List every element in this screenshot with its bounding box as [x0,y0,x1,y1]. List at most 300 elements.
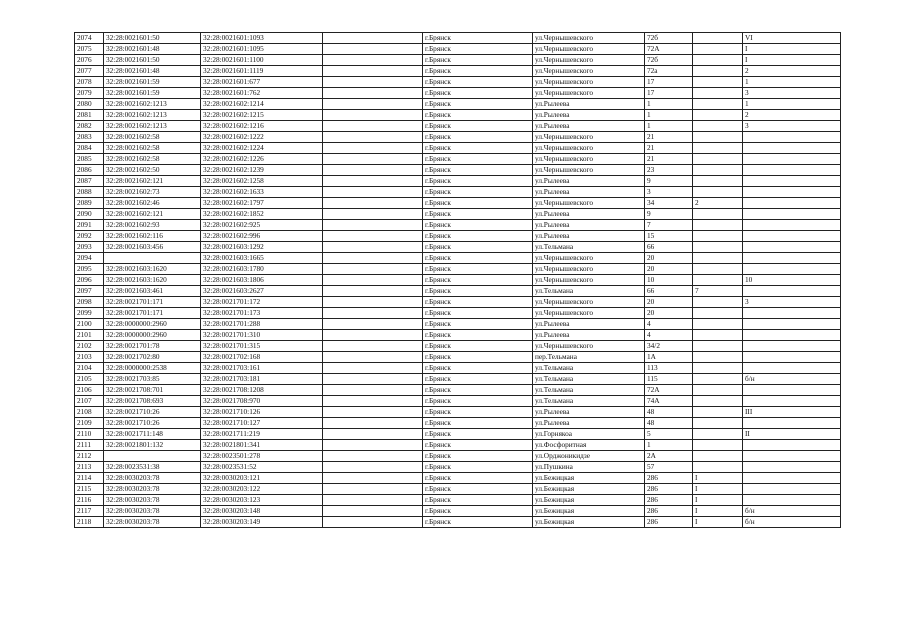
city-cell: г.Брянск [423,121,533,132]
street-cell: ул.Чернышевского [533,264,645,275]
building-cell [693,165,743,176]
parcel-cadastral-number-cell: 32:28:0021701:78 [104,341,201,352]
street-cell: ул.Чернышевского [533,132,645,143]
table-row [75,55,841,66]
table-row [75,264,841,275]
apartment-cell: б/н [743,506,841,517]
object-cadastral-number-cell: 32:28:0021703:181 [201,374,323,385]
row-number-cell: 2079 [75,88,104,99]
table-row [75,242,841,253]
apartment-cell [743,462,841,473]
blank-cell-cell [323,55,423,66]
object-cadastral-number-cell: 32:28:0023531:52 [201,462,323,473]
building-cell [693,462,743,473]
row-number-cell: 2099 [75,308,104,319]
city-cell: г.Брянск [423,55,533,66]
blank-cell-cell [323,341,423,352]
parcel-cadastral-number-cell: 32:28:0021601:59 [104,77,201,88]
parcel-cadastral-number-cell: 32:28:0021602:121 [104,176,201,187]
table-row [75,451,841,462]
table-row [75,374,841,385]
blank-cell-cell [323,308,423,319]
city-cell: г.Брянск [423,407,533,418]
object-cadastral-number-cell: 32:28:0030203:149 [201,517,323,528]
city-cell: г.Брянск [423,176,533,187]
parcel-cadastral-number-cell [104,253,201,264]
blank-cell-cell [323,198,423,209]
building-cell [693,99,743,110]
row-number-cell: 2107 [75,396,104,407]
table-row [75,341,841,352]
object-cadastral-number-cell: 32:28:0023501:278 [201,451,323,462]
parcel-cadastral-number-cell: 32:28:0021603:1620 [104,264,201,275]
table-row [75,121,841,132]
blank-cell-cell [323,165,423,176]
row-number-cell: 2115 [75,484,104,495]
blank-cell-cell [323,319,423,330]
row-number-cell: 2077 [75,66,104,77]
city-cell: г.Брянск [423,385,533,396]
parcel-cadastral-number-cell: 32:28:0021702:80 [104,352,201,363]
house-number-cell: 1 [645,110,693,121]
apartment-cell: II [743,429,841,440]
city-cell: г.Брянск [423,231,533,242]
house-number-cell: 57 [645,462,693,473]
city-cell: г.Брянск [423,330,533,341]
city-cell: г.Брянск [423,198,533,209]
city-cell: г.Брянск [423,242,533,253]
table-row [75,253,841,264]
city-cell: г.Брянск [423,143,533,154]
blank-cell-cell [323,242,423,253]
row-number-cell: 2090 [75,209,104,220]
parcel-cadastral-number-cell: 32:28:0021602:121 [104,209,201,220]
row-number-cell: 2088 [75,187,104,198]
table-row [75,198,841,209]
street-cell: ул.Бежицкая [533,495,645,506]
building-cell: I [693,473,743,484]
street-cell: ул.Тельмана [533,286,645,297]
apartment-cell [743,396,841,407]
city-cell: г.Брянск [423,396,533,407]
house-number-cell: 20 [645,308,693,319]
table-row [75,66,841,77]
apartment-cell [743,242,841,253]
blank-cell-cell [323,462,423,473]
house-number-cell: 286 [645,517,693,528]
house-number-cell: 72б [645,33,693,44]
city-cell: г.Брянск [423,77,533,88]
house-number-cell: 3 [645,187,693,198]
building-cell [693,187,743,198]
city-cell: г.Брянск [423,33,533,44]
parcel-cadastral-number-cell: 32:28:0021601:50 [104,33,201,44]
table-row [75,319,841,330]
table-row [75,220,841,231]
street-cell: ул.Пушкина [533,462,645,473]
parcel-cadastral-number-cell: 32:28:0021801:132 [104,440,201,451]
parcel-cadastral-number-cell: 32:28:0021708:701 [104,385,201,396]
apartment-cell [743,451,841,462]
object-cadastral-number-cell: 32:28:0021711:219 [201,429,323,440]
parcel-cadastral-number-cell: 32:28:0021603:456 [104,242,201,253]
street-cell: ул.Рылеева [533,110,645,121]
street-cell: пер.Тельмана [533,352,645,363]
street-cell: ул.Бежицкая [533,506,645,517]
building-cell: I [693,517,743,528]
table-row [75,231,841,242]
object-cadastral-number-cell: 32:28:0021710:126 [201,407,323,418]
building-cell [693,253,743,264]
object-cadastral-number-cell: 32:28:0021701:288 [201,319,323,330]
building-cell [693,264,743,275]
house-number-cell: 286 [645,506,693,517]
street-cell: ул.Чернышевского [533,198,645,209]
house-number-cell: 7 [645,220,693,231]
street-cell: ул.Чернышевского [533,154,645,165]
object-cadastral-number-cell: 32:28:0030203:123 [201,495,323,506]
blank-cell-cell [323,363,423,374]
apartment-cell [743,495,841,506]
house-number-cell: 20 [645,264,693,275]
city-cell: г.Брянск [423,341,533,352]
building-cell [693,330,743,341]
street-cell: ул.Чернышевского [533,341,645,352]
object-cadastral-number-cell: 32:28:0021710:127 [201,418,323,429]
blank-cell-cell [323,88,423,99]
street-cell: ул.Рылеева [533,121,645,132]
blank-cell-cell [323,352,423,363]
blank-cell-cell [323,440,423,451]
parcel-cadastral-number-cell: 32:28:0030203:78 [104,473,201,484]
blank-cell-cell [323,99,423,110]
blank-cell-cell [323,209,423,220]
table-row [75,165,841,176]
table-row [75,308,841,319]
street-cell: ул.Рылеева [533,220,645,231]
blank-cell-cell [323,429,423,440]
house-number-cell: 2А [645,451,693,462]
object-cadastral-number-cell: 32:28:0030203:121 [201,473,323,484]
building-cell [693,341,743,352]
object-cadastral-number-cell: 32:28:0021603:1806 [201,275,323,286]
city-cell: г.Брянск [423,517,533,528]
table-row [75,176,841,187]
blank-cell-cell [323,33,423,44]
apartment-cell [743,385,841,396]
apartment-cell [743,264,841,275]
blank-cell-cell [323,451,423,462]
table-row [75,209,841,220]
object-cadastral-number-cell: 32:28:0021602:1226 [201,154,323,165]
table-row [75,473,841,484]
parcel-cadastral-number-cell: 32:28:0030203:78 [104,506,201,517]
row-number-cell: 2117 [75,506,104,517]
street-cell: ул.Бежицкая [533,484,645,495]
blank-cell-cell [323,517,423,528]
blank-cell-cell [323,253,423,264]
street-cell: ул.Тельмана [533,396,645,407]
registry-table [74,32,841,528]
street-cell: ул.Чернышевского [533,77,645,88]
object-cadastral-number-cell: 32:28:0021603:1292 [201,242,323,253]
city-cell: г.Брянск [423,88,533,99]
blank-cell-cell [323,187,423,198]
apartment-cell [743,209,841,220]
row-number-cell: 2085 [75,154,104,165]
row-number-cell: 2084 [75,143,104,154]
house-number-cell: 4 [645,319,693,330]
table-row [75,352,841,363]
blank-cell-cell [323,143,423,154]
blank-cell-cell [323,330,423,341]
row-number-cell: 2118 [75,517,104,528]
object-cadastral-number-cell: 32:28:0021701:310 [201,330,323,341]
city-cell: г.Брянск [423,418,533,429]
house-number-cell: 21 [645,154,693,165]
house-number-cell: 34/2 [645,341,693,352]
table-row [75,297,841,308]
row-number-cell: 2104 [75,363,104,374]
parcel-cadastral-number-cell: 32:28:0021602:1213 [104,99,201,110]
building-cell [693,440,743,451]
object-cadastral-number-cell: 32:28:0021602:925 [201,220,323,231]
table-row [75,33,841,44]
city-cell: г.Брянск [423,440,533,451]
apartment-cell [743,484,841,495]
house-number-cell: 5 [645,429,693,440]
blank-cell-cell [323,44,423,55]
table-row [75,187,841,198]
blank-cell-cell [323,176,423,187]
blank-cell-cell [323,407,423,418]
city-cell: г.Брянск [423,308,533,319]
parcel-cadastral-number-cell: 32:28:0021603:1620 [104,275,201,286]
city-cell: г.Брянск [423,253,533,264]
row-number-cell: 2113 [75,462,104,473]
house-number-cell: 72А [645,385,693,396]
building-cell [693,319,743,330]
building-cell [693,418,743,429]
apartment-cell: I [743,55,841,66]
blank-cell-cell [323,264,423,275]
building-cell [693,110,743,121]
building-cell: 7 [693,286,743,297]
blank-cell-cell [323,132,423,143]
city-cell: г.Брянск [423,451,533,462]
apartment-cell [743,220,841,231]
building-cell [693,209,743,220]
row-number-cell: 2087 [75,176,104,187]
parcel-cadastral-number-cell: 32:28:0021601:50 [104,55,201,66]
city-cell: г.Брянск [423,495,533,506]
parcel-cadastral-number-cell: 32:28:0021602:116 [104,231,201,242]
building-cell [693,363,743,374]
parcel-cadastral-number-cell: 32:28:0030203:78 [104,495,201,506]
blank-cell-cell [323,506,423,517]
blank-cell-cell [323,473,423,484]
apartment-cell [743,286,841,297]
row-number-cell: 2094 [75,253,104,264]
parcel-cadastral-number-cell: 32:28:0021710:26 [104,407,201,418]
blank-cell-cell [323,66,423,77]
object-cadastral-number-cell: 32:28:0021601:1093 [201,33,323,44]
house-number-cell: 286 [645,484,693,495]
object-cadastral-number-cell: 32:28:0021601:1095 [201,44,323,55]
apartment-cell: III [743,407,841,418]
parcel-cadastral-number-cell: 32:28:0030203:78 [104,484,201,495]
blank-cell-cell [323,77,423,88]
row-number-cell: 2078 [75,77,104,88]
table-row [75,462,841,473]
building-cell [693,308,743,319]
house-number-cell: 1 [645,99,693,110]
object-cadastral-number-cell: 32:28:0021701:315 [201,341,323,352]
object-cadastral-number-cell: 32:28:0021602:1215 [201,110,323,121]
house-number-cell: 21 [645,132,693,143]
row-number-cell: 2114 [75,473,104,484]
apartment-cell [743,176,841,187]
apartment-cell [743,187,841,198]
building-cell [693,407,743,418]
row-number-cell: 2111 [75,440,104,451]
building-cell [693,451,743,462]
street-cell: ул.Рылеева [533,176,645,187]
table-row [75,495,841,506]
blank-cell-cell [323,154,423,165]
row-number-cell: 2101 [75,330,104,341]
street-cell: ул.Чернышевского [533,253,645,264]
table-row [75,484,841,495]
object-cadastral-number-cell: 32:28:0021701:172 [201,297,323,308]
street-cell: ул.Чернышевского [533,33,645,44]
parcel-cadastral-number-cell: 32:28:0021701:171 [104,297,201,308]
apartment-cell: 1 [743,99,841,110]
street-cell: ул.Рылеева [533,99,645,110]
object-cadastral-number-cell: 32:28:0021708:1208 [201,385,323,396]
apartment-cell: б/н [743,517,841,528]
street-cell: ул.Тельмана [533,242,645,253]
house-number-cell: 15 [645,231,693,242]
parcel-cadastral-number-cell: 32:28:0021602:58 [104,132,201,143]
apartment-cell [743,330,841,341]
parcel-cadastral-number-cell: 32:28:0000000:2960 [104,319,201,330]
apartment-cell [743,132,841,143]
object-cadastral-number-cell: 32:28:0021801:341 [201,440,323,451]
apartment-cell [743,143,841,154]
city-cell: г.Брянск [423,297,533,308]
blank-cell-cell [323,275,423,286]
row-number-cell: 2110 [75,429,104,440]
table-row [75,517,841,528]
street-cell: ул.Орджоникидзе [533,451,645,462]
city-cell: г.Брянск [423,66,533,77]
object-cadastral-number-cell: 32:28:0021602:1258 [201,176,323,187]
table-row [75,154,841,165]
parcel-cadastral-number-cell: 32:28:0021708:693 [104,396,201,407]
building-cell: I [693,495,743,506]
city-cell: г.Брянск [423,187,533,198]
blank-cell-cell [323,484,423,495]
house-number-cell: 1 [645,121,693,132]
building-cell [693,88,743,99]
parcel-cadastral-number-cell: 32:28:0021602:1213 [104,110,201,121]
table-row [75,88,841,99]
building-cell [693,385,743,396]
house-number-cell: 72А [645,44,693,55]
parcel-cadastral-number-cell: 32:28:0021602:46 [104,198,201,209]
house-number-cell: 72б [645,55,693,66]
row-number-cell: 2075 [75,44,104,55]
street-cell: ул.Рылеева [533,407,645,418]
city-cell: г.Брянск [423,352,533,363]
city-cell: г.Брянск [423,374,533,385]
blank-cell-cell [323,396,423,407]
street-cell: ул.Рылеева [533,330,645,341]
city-cell: г.Брянск [423,110,533,121]
house-number-cell: 66 [645,242,693,253]
building-cell [693,352,743,363]
blank-cell-cell [323,374,423,385]
city-cell: г.Брянск [423,484,533,495]
city-cell: г.Брянск [423,264,533,275]
building-cell: I [693,506,743,517]
table-row [75,506,841,517]
parcel-cadastral-number-cell: 32:28:0000000:2960 [104,330,201,341]
house-number-cell: 20 [645,297,693,308]
row-number-cell: 2095 [75,264,104,275]
table-row [75,44,841,55]
table-row [75,330,841,341]
city-cell: г.Брянск [423,154,533,165]
building-cell [693,374,743,385]
parcel-cadastral-number-cell: 32:28:0021601:59 [104,88,201,99]
parcel-cadastral-number-cell: 32:28:0021710:26 [104,418,201,429]
object-cadastral-number-cell: 32:28:0021602:1216 [201,121,323,132]
row-number-cell: 2108 [75,407,104,418]
house-number-cell: 20 [645,253,693,264]
parcel-cadastral-number-cell: 32:28:0021602:58 [104,143,201,154]
table-row [75,363,841,374]
object-cadastral-number-cell: 32:28:0021602:1224 [201,143,323,154]
parcel-cadastral-number-cell: 32:28:0023531:38 [104,462,201,473]
apartment-cell [743,473,841,484]
street-cell: ул.Чернышевского [533,275,645,286]
building-cell [693,132,743,143]
house-number-cell: 48 [645,407,693,418]
object-cadastral-number-cell: 32:28:0030203:148 [201,506,323,517]
apartment-cell: I [743,44,841,55]
city-cell: г.Брянск [423,286,533,297]
parcel-cadastral-number-cell: 32:28:0000000:2538 [104,363,201,374]
object-cadastral-number-cell: 32:28:0021601:1119 [201,66,323,77]
table-row [75,418,841,429]
street-cell: ул.Рылеева [533,187,645,198]
row-number-cell: 2096 [75,275,104,286]
row-number-cell: 2092 [75,231,104,242]
row-number-cell: 2116 [75,495,104,506]
apartment-cell: 2 [743,110,841,121]
blank-cell-cell [323,110,423,121]
street-cell: ул.Тельмана [533,385,645,396]
apartment-cell: б/н [743,374,841,385]
row-number-cell: 2097 [75,286,104,297]
blank-cell-cell [323,121,423,132]
apartment-cell [743,341,841,352]
city-cell: г.Брянск [423,209,533,220]
house-number-cell: 113 [645,363,693,374]
street-cell: ул.Чернышевского [533,88,645,99]
